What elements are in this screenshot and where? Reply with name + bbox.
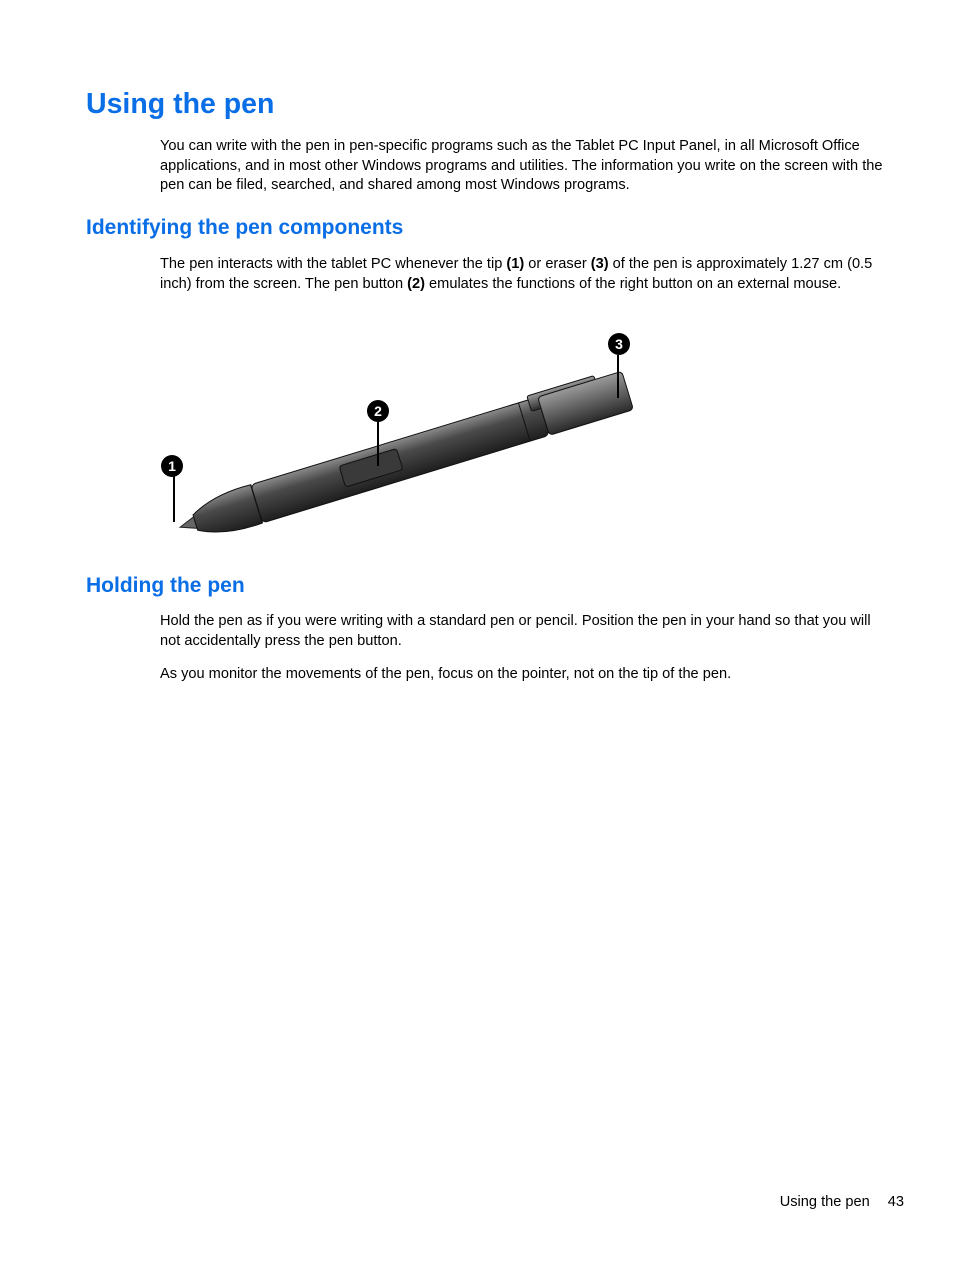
page-footer: [780, 1193, 904, 1211]
callout-3-label: 3: [615, 336, 623, 352]
text-segment: or eraser: [524, 256, 591, 272]
section-heading-identifying: Identifying the pen components: [86, 216, 404, 239]
holding-paragraph-1: Hold the pen as if you were writing with a standard pen or pencil. Position the pen in your hand so that you will not accidentally press the pen button.: [160, 613, 871, 649]
section-heading-holding: Holding the pen: [86, 574, 245, 597]
pen-components-paragraph: [160, 255, 890, 294]
ref-eraser: (3): [590, 256, 609, 272]
page-number: 43: [887, 1194, 904, 1210]
callout-2-label: 2: [374, 403, 382, 419]
ref-tip: (1): [506, 256, 525, 272]
ref-pen-button: (2): [407, 275, 425, 292]
pen-illustration: [150, 330, 650, 550]
holding-paragraph-2: As you monitor the movements of the pen, focus on the pointer, not on the tip of the pen.: [160, 666, 732, 682]
callout-1-label: 1: [168, 458, 176, 474]
intro-paragraph: You can write with the pen in pen-specific programs such as the Tablet PC Input Panel, in all Microsoft Office applications, and in most other Windows programs and utilities. The information you write on the screen with the pen can be filed, searched, and shared among most Windows programs.: [160, 138, 883, 194]
text-segment: emulates the functions of the right button on an external mouse.: [425, 275, 842, 292]
text-segment: of the pen is approximately 1.27 cm (0.5 inch) from the screen. The pen button: [160, 256, 873, 292]
pen-figure: [150, 330, 650, 550]
footer-section-title: Using the pen: [779, 1194, 870, 1210]
pen-tapered-end: [189, 484, 262, 541]
text-segment: The pen interacts with the tablet PC whenever the tip: [160, 256, 507, 272]
page-title: Using the pen: [86, 88, 275, 120]
